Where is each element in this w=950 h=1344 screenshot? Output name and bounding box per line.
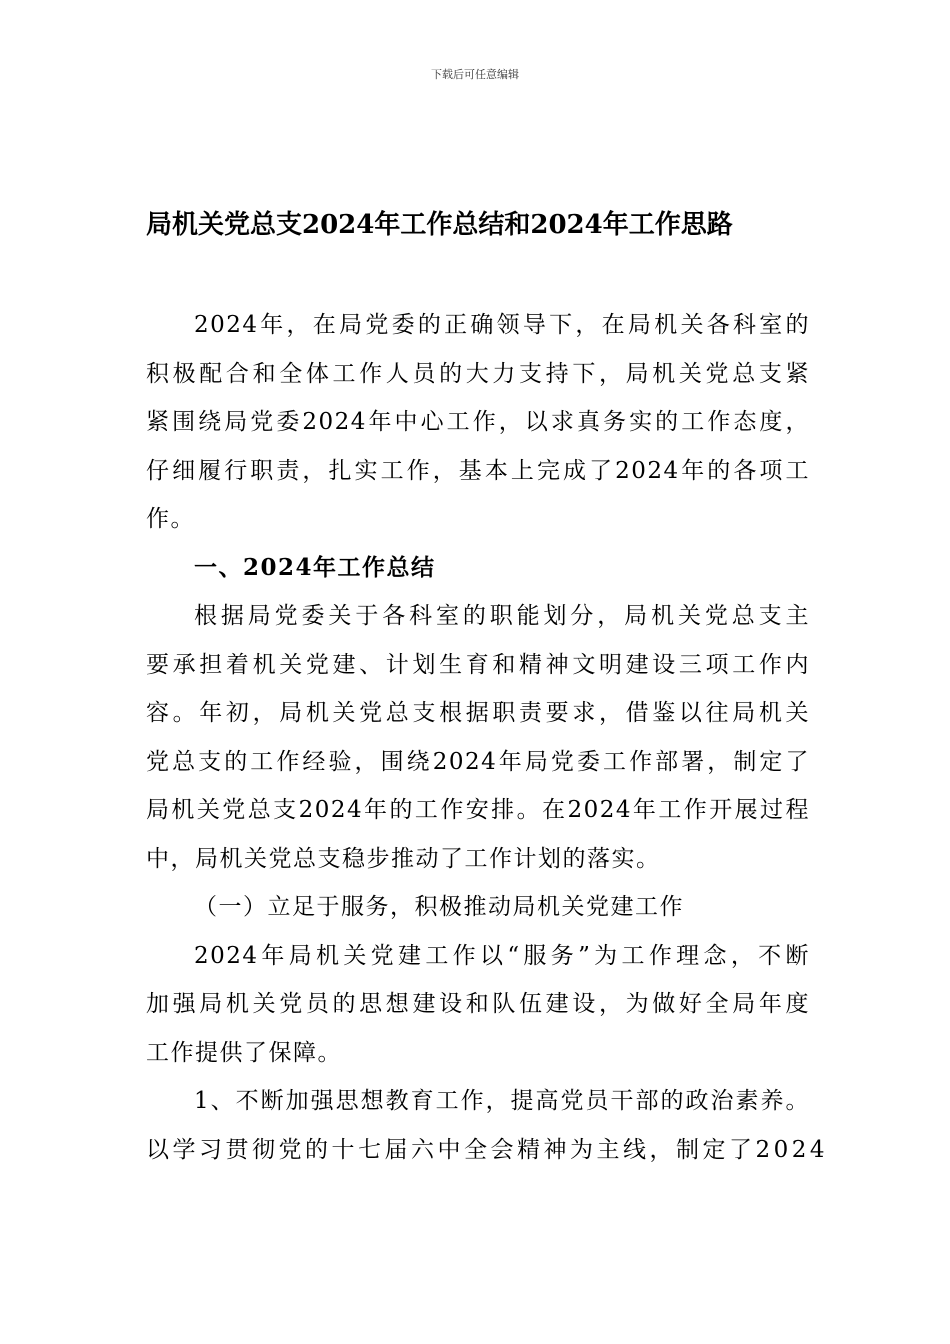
paragraph-line: 积极配合和全体工作人员的大力支持下，局机关党总支紧 [146, 360, 810, 387]
paragraph-line: 2024年，在局党委的正确领导下，在局机关各科室的 [194, 312, 810, 338]
paragraph-line: 容。年初，局机关党总支根据职责要求，借鉴以往局机关 [146, 700, 810, 726]
document-body [146, 305, 829, 1178]
paragraph-line: 根据局党委关于各科室的职能划分，局机关党总支主 [194, 603, 810, 629]
header-note: 下载后可任意编辑 [431, 68, 519, 81]
paragraph-line: 仔细履行职责，扎实工作，基本上完成了2024年的各项工 [146, 457, 810, 484]
subsection-heading: （一）立足于服务，积极推动局机关党建工作 [194, 894, 684, 920]
paragraph-line: 1、不断加强思想教育工作，提高党员干部的政治素养。 [194, 1088, 810, 1114]
paragraph-line: 以学习贯彻党的十七届六中全会精神为主线，制定了2024 [146, 1136, 829, 1163]
paragraph-line: 作。 [146, 506, 195, 532]
section-heading: 一、2024年工作总结 [194, 553, 436, 581]
paragraph-line: 紧围绕局党委2024年中心工作，以求真务实的工作态度， [146, 409, 810, 435]
paragraph-line: 要承担着机关党建、计划生育和精神文明建设三项工作内 [146, 651, 810, 678]
paragraph-line: 工作提供了保障。 [146, 1039, 342, 1066]
paragraph-line: 2024年局机关党建工作以“服务”为工作理念，不断 [194, 942, 810, 969]
document-title: 局机关党总支2024年工作总结和2024年工作思路 [146, 210, 733, 240]
paragraph-line: 加强局机关党员的思想建设和队伍建设，为做好全局年度 [146, 991, 810, 1017]
paragraph-line: 局机关党总支2024年的工作安排。在2024年工作开展过程 [146, 797, 810, 823]
paragraph-line: 中，局机关党总支稳步推动了工作计划的落实。 [146, 845, 661, 872]
paragraph-line: 党总支的工作经验，围绕2024年局党委工作部署，制定了 [146, 748, 810, 775]
